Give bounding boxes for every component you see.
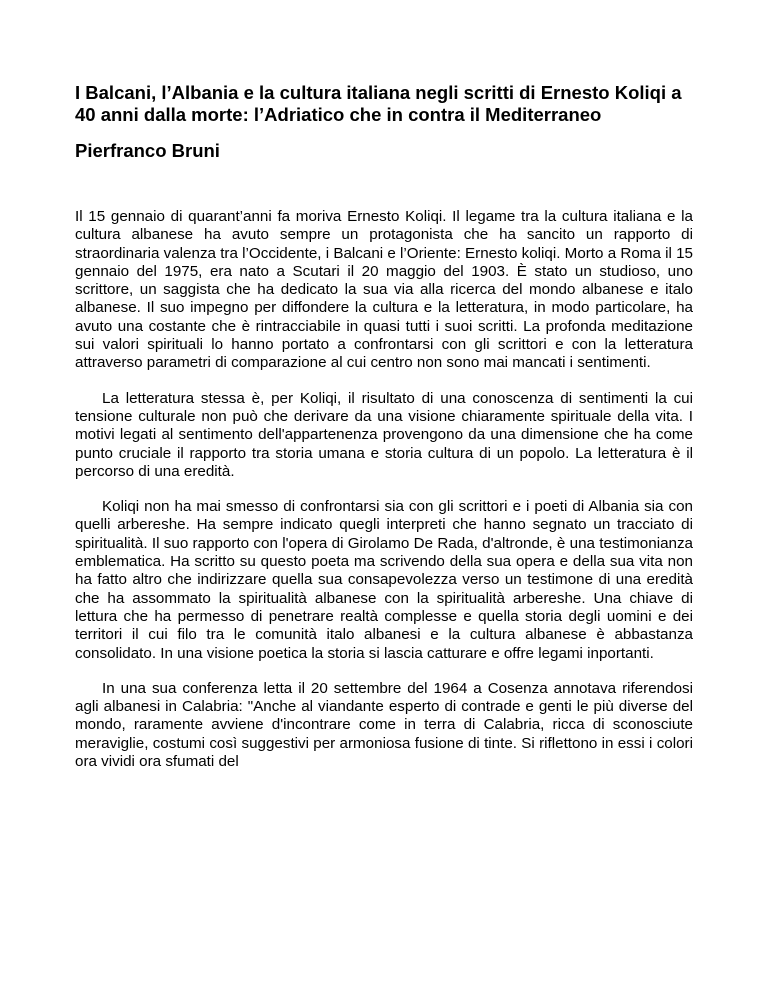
document-title: I Balcani, l’Albania e la cultura italiana negli scritti di Ernesto Koliqi a 40 anni dalla morte: l’Adriatico che in contra il Mediterraneo: [75, 82, 682, 125]
paragraph-1: Il 15 gennaio di quarant’anni fa moriva Ernesto Koliqi. Il legame tra la cultura italiana e la cultura albanese ha avuto sempre un protagonista che ha sancito un rapporto di straordinaria valenza tra l’Occidente, i Balcani e l’Oriente: Ernesto koliqi. Morto a Roma il 15 gennaio del 1975, era nato a Scutari il 20 maggio del 1903. È stato un studioso, uno scrittore, un saggista che ha dedicato la sua via alla ricerca del mondo albanese e italo albanese. Il suo impegno per diffondere la cultura e la letteratura, in modo particolare, ha avuto una costante che è rintracciabile in quasi tutti i suoi scritti. La profonda meditazione sui valori spirituali lo hanno portato a confrontarsi con gli scrittori e con la letteratura attraverso parametri di comparazione al cui centro non sono mai mancati i sentimenti.: [75, 208, 693, 372]
document-page: [75, 82, 693, 788]
paragraph-4: In una sua conferenza letta il 20 settembre del 1964 a Cosenza annotava riferendosi agli albanesi in Calabria: "Anche al viandante esperto di contrade e genti le più diverse del mondo, raramente avviene d'incontrare come in terra di Calabria, ricca di sconosciute meraviglie, costumi così suggestivi per armoniosa fusione di tinte. Si riflettono in essi i colori ora vividi ora sfumati del: [75, 679, 693, 771]
paragraph-2: La letteratura stessa è, per Koliqi, il risultato di una conoscenza di sentimenti la cui tensione culturale non può che derivare da una visione chiaramente spirituale della vita. I motivi legati al sentimento dell'appartenenza provengono da una dimensione che ha come punto cruciale il rapporto tra storia umana e storia cultura di un popolo. La letteratura è il percorso di una eredità.: [75, 389, 693, 480]
author-name: Pierfranco Bruni: [75, 140, 220, 161]
paragraph-3: Koliqi non ha mai smesso di confrontarsi sia con gli scrittori e i poeti di Albania sia con quelli arbereshe. Ha sempre indicato quegli interpreti che hanno segnato un tracciato di spiritualità. Il suo rapporto con l'opera di Girolamo De Rada, d'altronde, è una testimonianza emblematica. Ha scritto su questo poeta ma scrivendo della sua opera e della sua vita non ha fatto altro che indirizzare quella sua consapevolezza verso un testimone di una eredità che ha assommato la spiritualità albanese con la spiritualità arbereshe. Una chiave di lettura che ha permesso di penetrare realtà complesse e quella storia degli uomini e dei territori il cui filo tra le comunità italo albanesi e la cultura albanese è abbastanza consolidato. In una visione poetica la storia si lascia catturare e offre legami inportanti.: [75, 498, 693, 662]
article-body: [75, 208, 693, 771]
